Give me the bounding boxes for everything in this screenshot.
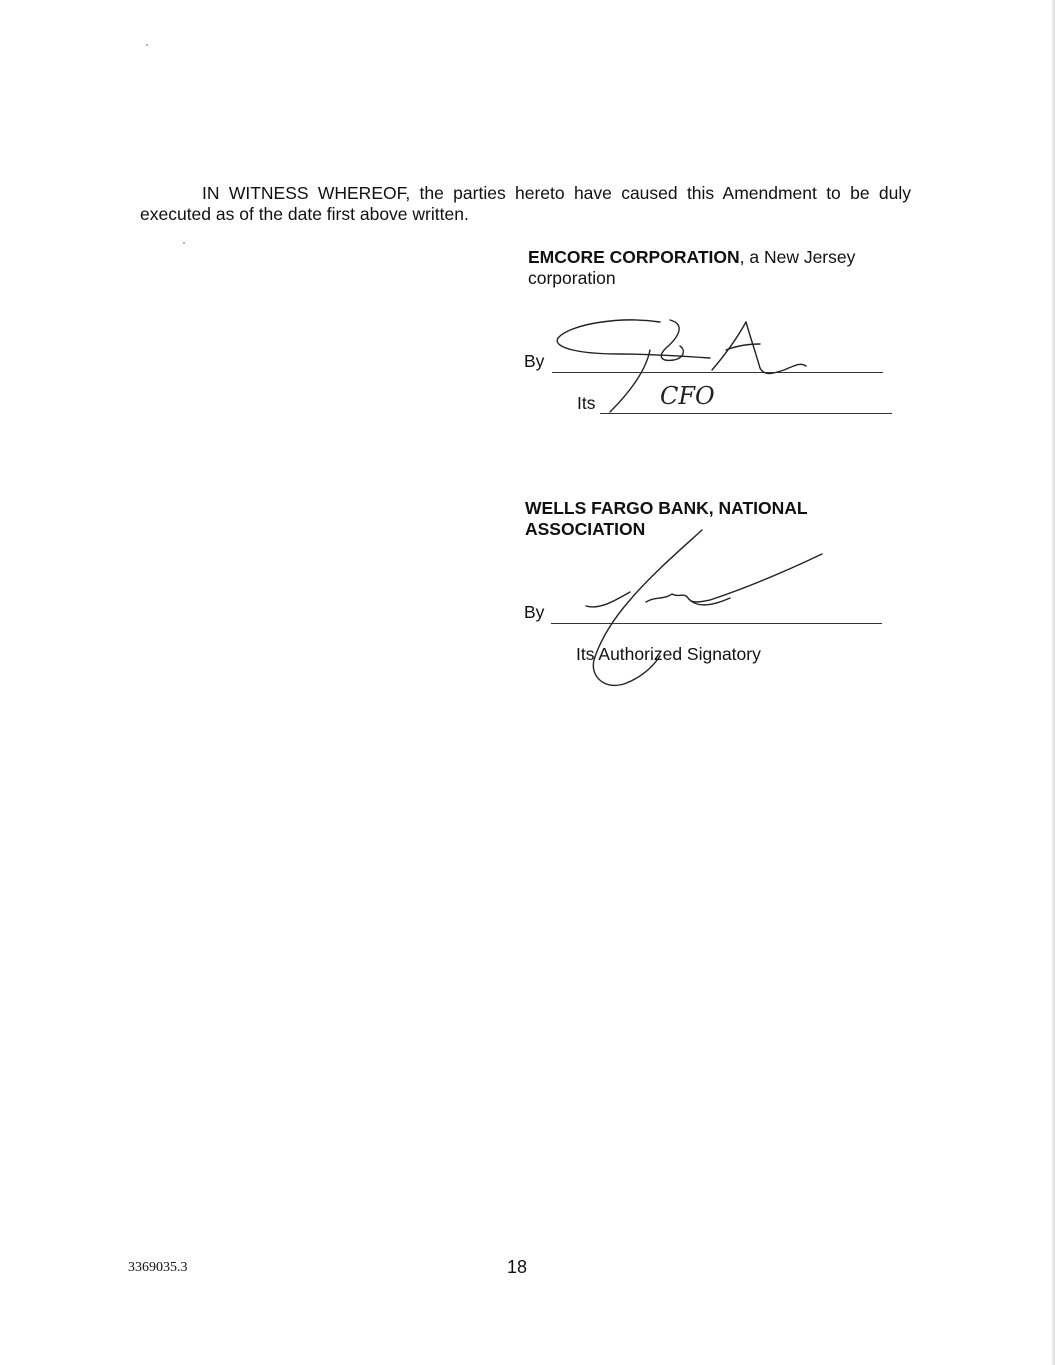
witness-paragraph [140,183,911,225]
wells-fargo-its-label: Its [576,644,595,664]
wells-fargo-name-1: WELLS FARGO BANK, NATIONAL [525,498,808,518]
wells-fargo-by-label: By [524,602,545,622]
scan-speck [183,242,185,244]
emcore-by-label: By [524,351,545,371]
emcore-its-label: Its [577,393,596,413]
page-edge-shadow [1051,0,1055,1365]
emcore-descriptor-2: corporation [528,268,616,288]
witness-line-2: executed as of the date first above written. [140,204,469,224]
wells-fargo-its-value: Authorized Signatory [598,644,761,664]
wells-fargo-name-2: ASSOCIATION [525,519,646,539]
emcore-its-handwritten: CFO [660,382,715,410]
scan-speck [146,44,148,46]
emcore-cfo-handwriting [656,378,776,418]
wells-fargo-signature [560,520,860,700]
document-id: 3369035.3 [128,1260,188,1275]
emcore-party-name [528,247,855,289]
emcore-name: EMCORE CORPORATION [528,247,740,267]
witness-line-1: IN WITNESS WHEREOF, the parties hereto have caused this Amendment to be duly [202,183,911,203]
page-number: 18 [507,1257,528,1277]
emcore-descriptor-1: , a New Jersey [739,247,856,267]
